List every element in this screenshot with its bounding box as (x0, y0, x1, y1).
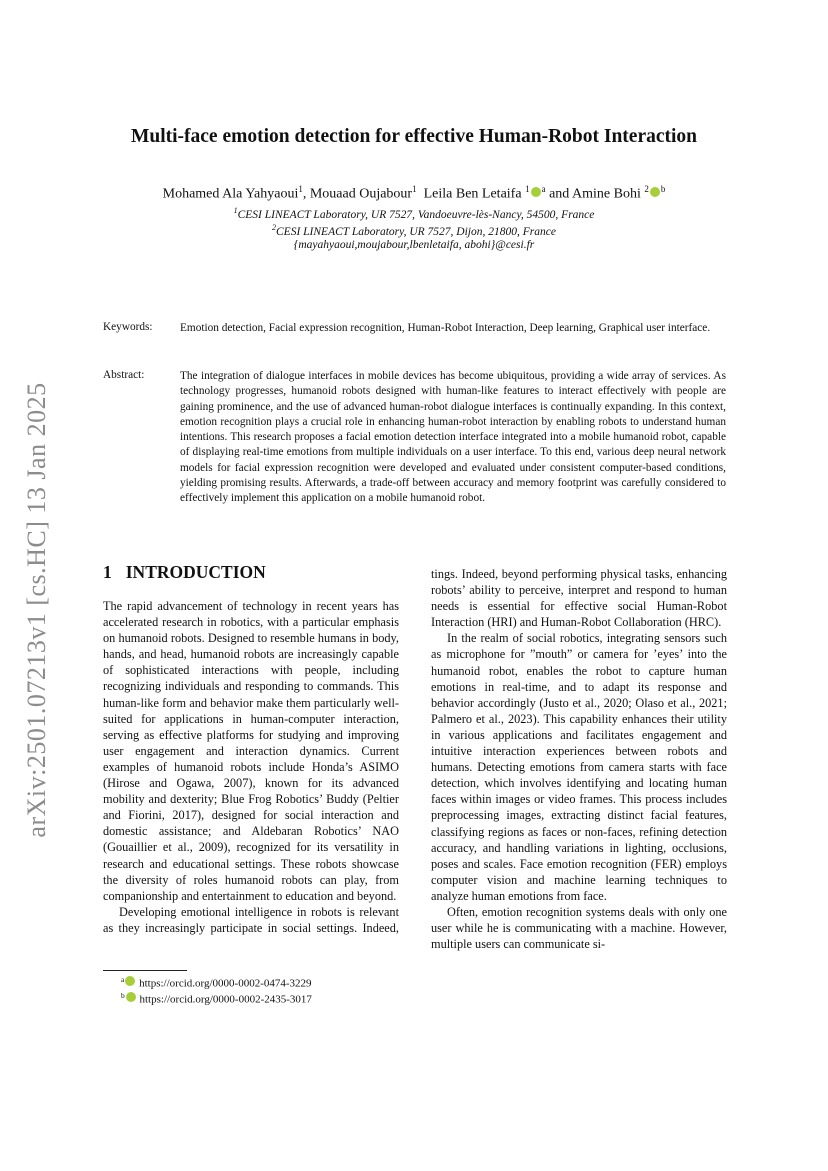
orcid-mark: b (660, 184, 666, 194)
abstract-label: Abstract: (103, 369, 145, 381)
affiliation-1 (0, 206, 828, 221)
footnote-b (121, 991, 312, 1006)
arxiv-stamp-text: arXiv:2501.07213v1 [cs.HC] 13 Jan 2025 (22, 382, 51, 838)
paragraph: Often, emotion recognition systems deals with only one user while he is communicating with a machine. However, multiple users can communicate si- (431, 904, 727, 952)
orcid-icon[interactable] (650, 187, 660, 197)
author-name: Leila Ben Letaifa (423, 186, 522, 202)
orcid-mark: a (541, 184, 546, 194)
author-name: Amine Bohi (572, 186, 641, 202)
author-list: Mohamed Ala Yahyaoui$^1$, Mouaad Oujabour$^1$ Leila Ben Letaifa $^1$ $^a$ and Amine Bohi $^2$ $^b$ (162, 184, 666, 202)
affil-sup: 2 (272, 223, 277, 232)
orcid-icon (126, 992, 136, 1002)
footnote-a (121, 975, 312, 990)
keywords-label: Keywords: (103, 321, 153, 333)
affil-sup: 1 (233, 206, 238, 215)
right-column (431, 566, 727, 952)
left-column (103, 598, 399, 936)
affil-text: CESI LINEACT Laboratory, UR 7527, Vandoeuvre-lès-Nancy, 54500, France (237, 208, 595, 221)
keywords-text: Emotion detection, Facial expression recognition, Human-Robot Interaction, Deep learning, Graphical user interface. (180, 322, 711, 334)
footnote-mark: b (121, 991, 125, 1000)
author-affil-sup: 1 (525, 184, 530, 194)
affil-text: CESI LINEACT Laboratory, UR 7527, Dijon, 21800, France (276, 225, 556, 238)
author-affil-sup: 1 (298, 184, 303, 194)
section-number: 1 (103, 562, 112, 582)
author-name: Mouaad Oujabour (309, 186, 413, 202)
orcid-icon (125, 976, 135, 986)
section-title: INTRODUCTION (125, 562, 266, 582)
footnote-link[interactable]: https://orcid.org/0000-0002-0474-3229 (139, 977, 312, 990)
footnote-mark: a (121, 975, 125, 984)
orcid-icon[interactable] (531, 187, 541, 197)
author-name: Mohamed Ala Yahyaoui (162, 186, 299, 202)
paragraph-continued: tings. Indeed, beyond performing physical tasks, enhancing robots’ ability to perceive, interpret and respond to human needs is essential for effective social Human-Robot Interaction (HRI) and Human-Robot Collaboration (HRC). (431, 567, 727, 630)
section-heading (103, 562, 266, 583)
author-affil-sup: 2 (644, 184, 649, 194)
footnote-rule (103, 970, 187, 971)
and-word: and (549, 186, 570, 202)
paragraph: The rapid advancement of technology in recent years has accelerated research in robotics, with a particular emphasis on humanoid robots. Designed to resemble humans in body, hands, and head, humanoid robots are increasingly capable of sophisticated interactions with people, including recognizing individuals and responding to commands. This human-like form and behavior make them particularly well-suited for applications in human-computer interaction, serving as effective platforms for studying and improving user engagement and interaction dynamics. Current examples of humanoid robots include Honda’s ASIMO (Hirose and Ogawa, 2007), known for its advanced mobility and dexterity; Blue Frog Robotics’ Buddy (Peltier and Fiorini, 2017), designed for social interaction and domestic assistance; and Aldebaran Robotics’ NAO (Gouaillier et al., 2009), recognized for its versatility in research and educational settings. These robots showcase the diversity of roles humanoid robots can play, from companionship and entertainment to education and beyond. (103, 599, 399, 903)
paper-title: Multi-face emotion detection for effective Human-Robot Interaction (130, 126, 698, 147)
author-emails: {mayahyaoui,moujabour,lbenletaifa, abohi}@cesi.fr (293, 239, 535, 251)
arxiv-stamp (14, 360, 60, 860)
affiliation-2 (0, 223, 828, 238)
abstract-text: The integration of dialogue interfaces in mobile devices has become ubiquitous, providing a wide array of services. As technology progresses, humanoid robots designed with human-like features to interact effectively with people are gaining prominence, and the use of advanced human-robot dialogue interfaces is continually expanding. In this context, emotion recognition plays a crucial role in enhancing human-robot interaction by enabling robots to understand human intentions. This research proposes a facial emotion detection interface integrated into a mobile humanoid robot, capable of displaying real-time emotions from multiple individuals on a user interface. To this end, various deep neural network models for facial expression recognition were developed and evaluated under consistent computer-based conditions, yielding promising results. Afterwards, a trade-off between accuracy and memory footprint was carefully considered to effectively implement this application on a mobile humanoid robot. (180, 370, 726, 505)
author-affil-sup: 1 (412, 184, 417, 194)
paragraph: Developing emotional intelligence in robots is relevant as they increasingly participate in social settings. Indeed, (103, 904, 399, 935)
paragraph: In the realm of social robotics, integrating sensors such as microphone for ”mouth” or camera for ’eyes’ into the humanoid robot, enables the robot to capture human emotions in real-time, and to adapt its response and behavior accordingly (Justo et al., 2020; Olaso et al., 2021; Palmero et al., 2023). This capability enhances their utility in various applications and facilitates engagement and intuitive interaction experiences between robots and humans. Detecting emotions from camera starts with face detection, which involves identifying and locating human faces within images or video frames. This process includes preprocessing images, extracting distinct facial features, classifying regions as faces or non-faces, refining detection accuracy, and handling variations in lighting, occlusions, poses and scales. Face emotion recognition (FER) employs computer vision and machine learning techniques to analyze human emotions from face. (431, 631, 727, 903)
footnote-link[interactable]: https://orcid.org/0000-0002-2435-3017 (139, 993, 312, 1006)
